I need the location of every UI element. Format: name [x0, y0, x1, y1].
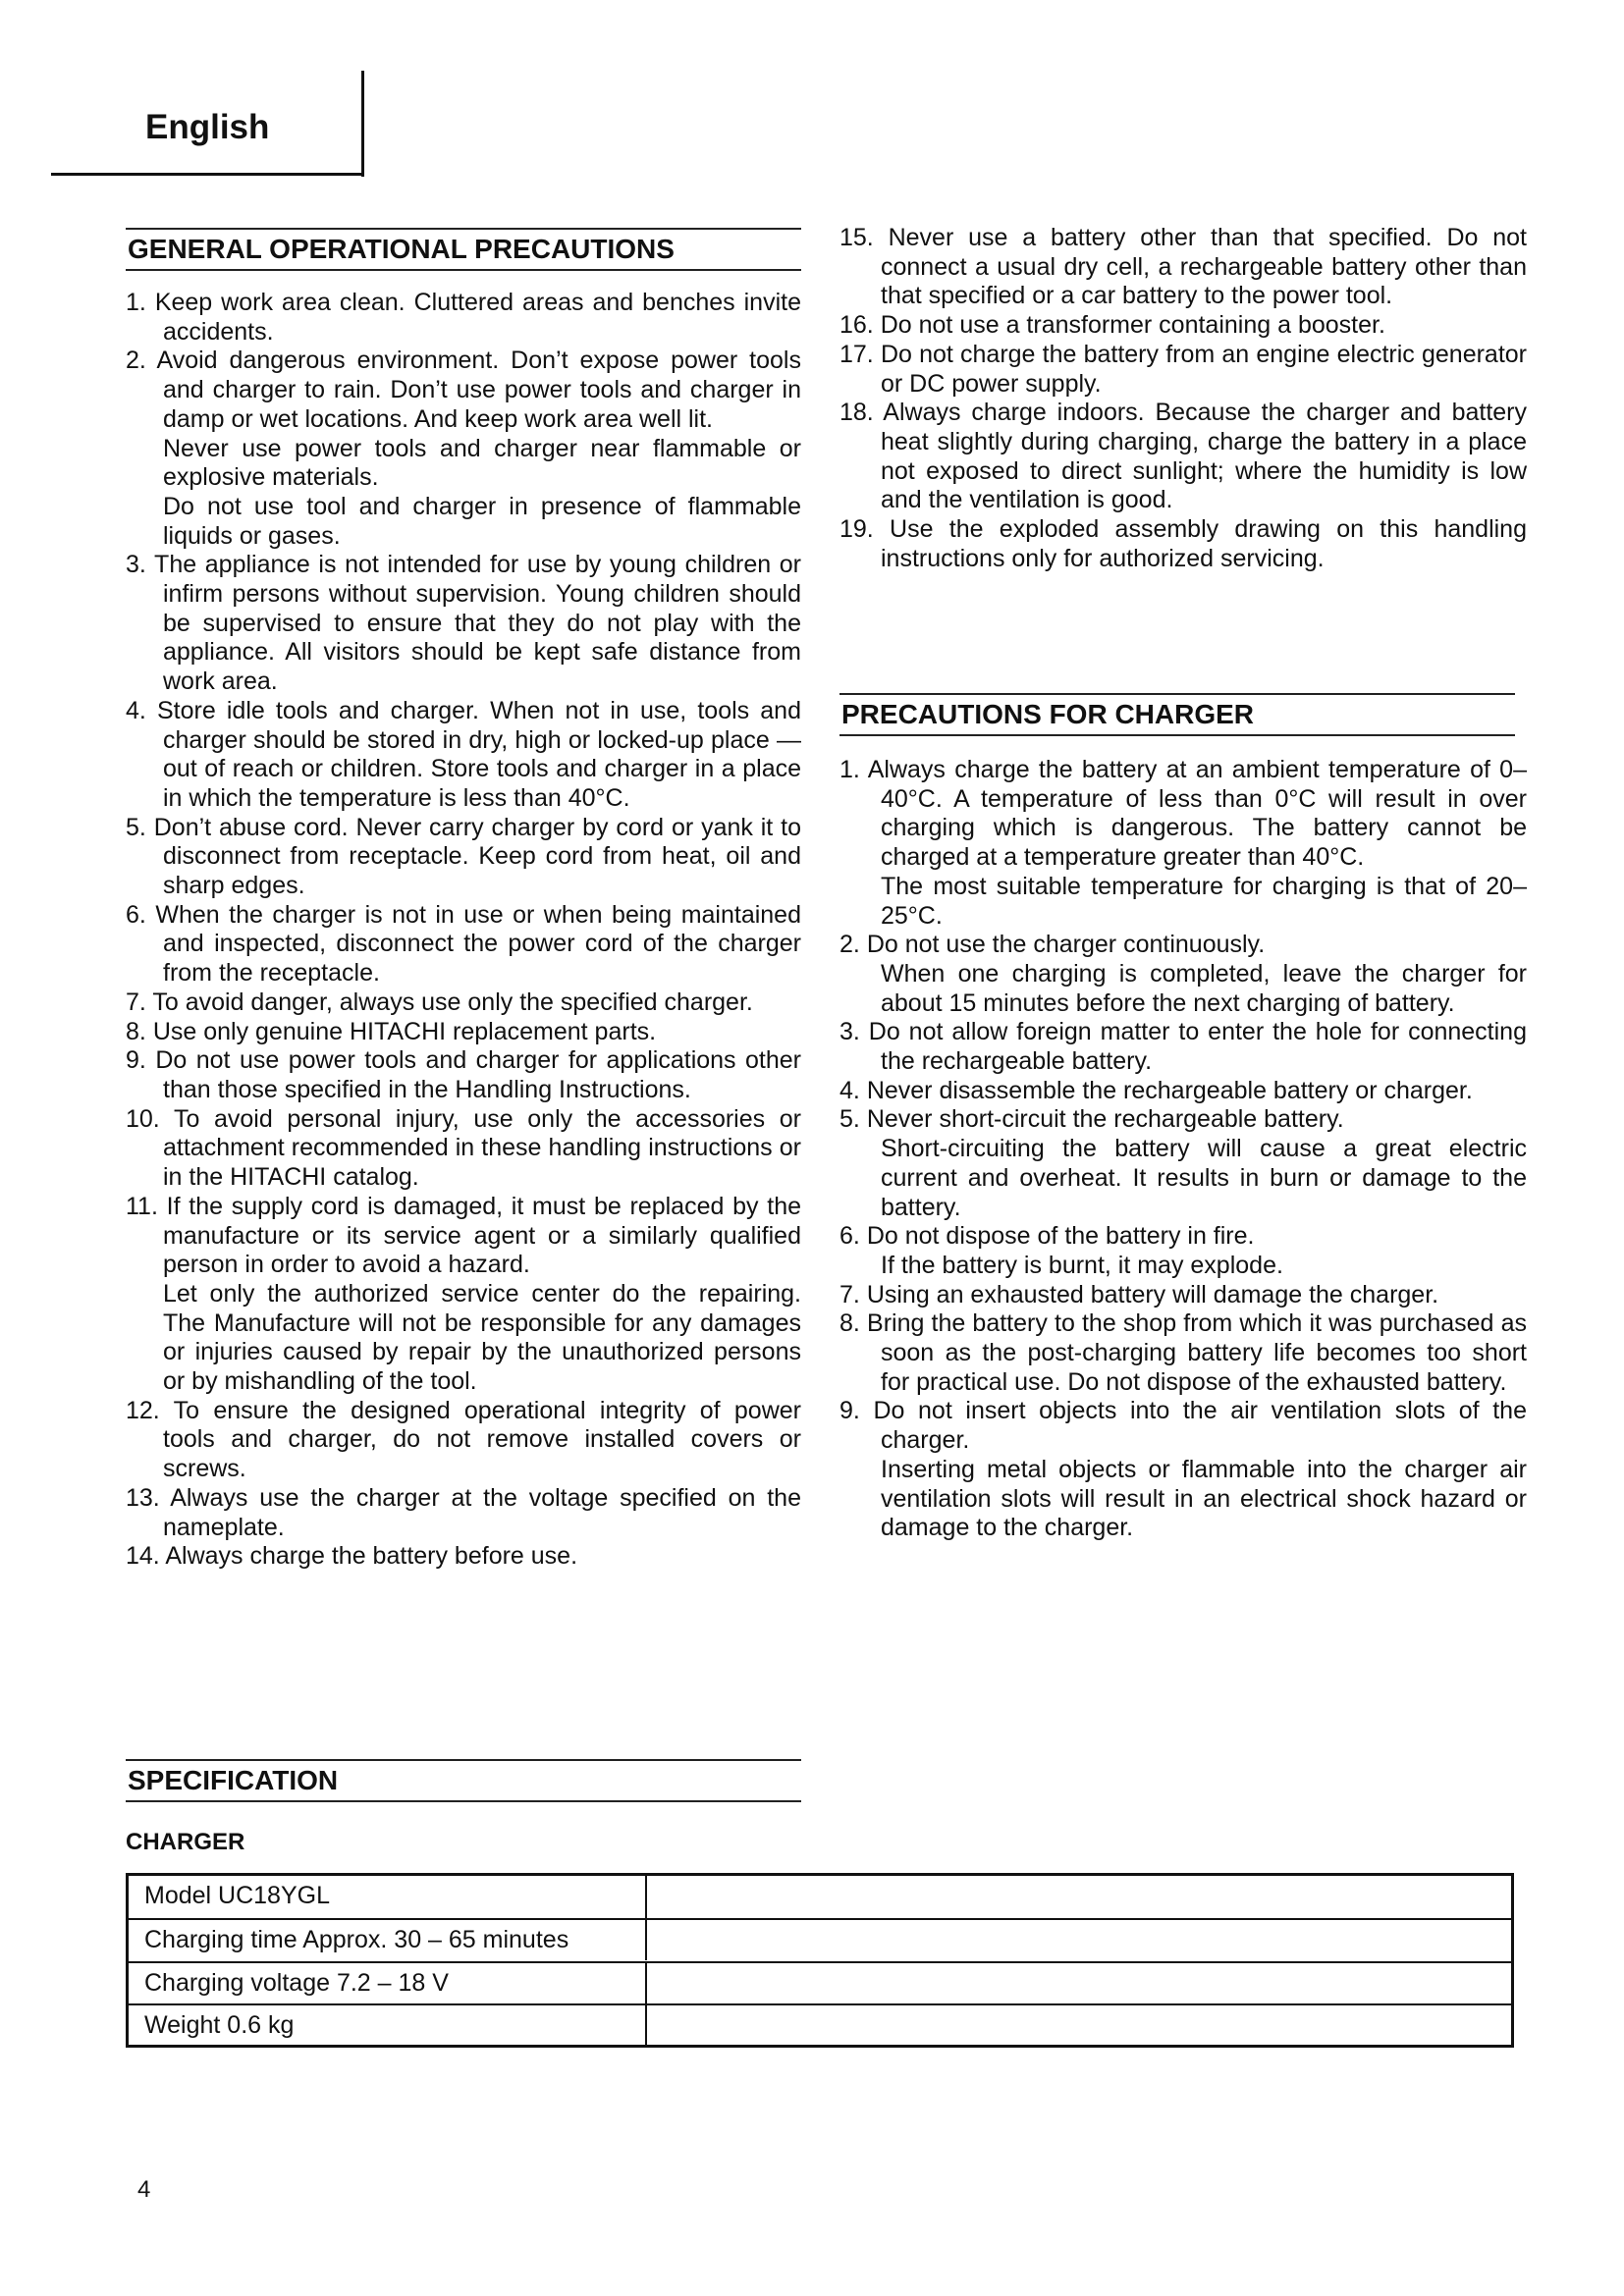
list-item [126, 551, 801, 697]
list-item [839, 1309, 1527, 1397]
list-item [839, 311, 1527, 341]
list-item [126, 1105, 801, 1193]
item-continuation: Let only the authorized service center do the repairing. The Manufacture will not be responsible for any damages or injuries caused by repair by the unauthorized persons or by mishandling of the tool. [163, 1279, 801, 1396]
item-continuation: Do not use tool and charger in presence of flammable liquids or gases. [163, 492, 801, 550]
item-text: Do not allow foreign matter to enter the hole for connecting the rechargeable battery. [868, 1018, 1527, 1076]
item-number: 6. [839, 1222, 860, 1251]
tab-divider-vertical [361, 71, 364, 177]
item-number: 2. [126, 347, 146, 375]
item-text: If the supply cord is damaged, it must be replaced by the manufacture or its service agent or a similarly qualified person in order to avoid a hazard. [163, 1192, 801, 1279]
table-cell: Charging voltage 7.2 – 18 V [129, 1963, 647, 2003]
item-number: 5. [126, 813, 146, 841]
item-number: 18. [839, 399, 874, 427]
item-text: To avoid personal injury, use only the accessories or attachment recommended in these handling instructions or in the HITACHI catalog. [163, 1104, 801, 1192]
list-item [126, 1193, 801, 1397]
item-number: 5. [839, 1105, 860, 1134]
item-text: Using an exhausted battery will damage the charger. [866, 1280, 1439, 1308]
list-item [839, 515, 1527, 573]
item-number: 7. [126, 988, 146, 1016]
item-continuation: The most suitable temperature for charging is that of 20–25°C. [881, 872, 1527, 930]
item-continuation: When one charging is completed, leave the charger for about 15 minutes before the next charging of battery. [881, 959, 1527, 1017]
item-number: 1. [839, 756, 860, 783]
table-row [129, 2003, 1511, 2046]
item-number: 13. [126, 1483, 160, 1512]
tab-divider-horizontal [51, 173, 364, 176]
list-item [126, 814, 801, 901]
item-text: Always charge indoors. Because the charger and battery heat slightly during charging, charge the battery in a place not exposed to direct sunlight; where the humidity is low and the ventilation is good. [881, 399, 1527, 514]
item-text: Keep work area clean. Cluttered areas and benches invite accidents. [154, 289, 801, 346]
table-row [129, 1961, 1511, 2003]
item-text: The appliance is not intended for use by young children or infirm persons without supervision. Young children should be supervised to ensure that they do not play with the appliance. All visitors should be kept safe distance from work area. [154, 551, 801, 696]
list-item [126, 1046, 801, 1104]
item-number: 17. [839, 340, 874, 368]
item-text: When the charger is not in use or when being maintained and inspected, disconnect the power cord of the charger from the receptacle. [155, 900, 801, 988]
item-number: 16. [839, 311, 874, 340]
general-precautions-heading: GENERAL OPERATIONAL PRECAUTIONS [126, 228, 801, 271]
item-text: Use the exploded assembly drawing on this handling instructions only for authorized servicing. [881, 515, 1527, 572]
item-text: Always charge the battery at an ambient temperature of 0–40°C. A temperature of less than 0°C will result in over charging which is dangerous. The battery cannot be charged at a temperature greater than 40°C. [867, 756, 1527, 872]
item-number: 1. [126, 289, 146, 316]
item-number: 4. [126, 696, 146, 724]
table-row [129, 1918, 1511, 1960]
item-text: Use only genuine HITACHI replacement parts. [152, 1017, 657, 1045]
specification-heading: SPECIFICATION [126, 1759, 801, 1802]
list-item [839, 341, 1527, 399]
item-text: Never disassemble the rechargeable battery or charger. [866, 1076, 1473, 1104]
list-item [839, 931, 1527, 1018]
table-row [129, 1876, 1511, 1918]
charger-precautions-list [839, 756, 1527, 1543]
list-item [839, 1077, 1527, 1106]
item-text: Store idle tools and charger. When not in use, tools and charger should be stored in dry, high or locked-up place — out of reach or children. Store tools and charger in a place in which the temperature is less than 40°C. [156, 696, 801, 812]
list-item [126, 1542, 801, 1572]
item-number: 10. [126, 1104, 160, 1133]
table-cell: Model UC18YGL [129, 1876, 647, 1918]
item-text: Do not use the charger continuously. [866, 931, 1266, 959]
list-item [126, 347, 801, 551]
specification-table [126, 1873, 1514, 2048]
item-text: Always charge the battery before use. [165, 1542, 578, 1571]
table-cell: Charging time Approx. 30 – 65 minutes [129, 1920, 647, 1960]
list-item [839, 1281, 1527, 1310]
item-text: Never use a battery other than that specified. Do not connect a usual dry cell, a rechargeable battery other than that specified or a car battery to the power tool. [881, 224, 1527, 310]
item-text: To avoid danger, always use only the specified charger. [152, 988, 753, 1016]
item-number: 3. [839, 1018, 860, 1046]
list-item [839, 1018, 1527, 1076]
item-text: Always use the charger at the voltage specified on the nameplate. [163, 1483, 801, 1541]
item-number: 12. [126, 1396, 160, 1424]
item-number: 6. [126, 900, 146, 929]
general-precautions-list [126, 289, 801, 1572]
item-number: 9. [126, 1046, 146, 1075]
item-continuation: Inserting metal objects or flammable into the charger air ventilation slots will result in an electrical shock hazard or damage to the charger. [881, 1455, 1527, 1542]
item-number: 3. [126, 551, 146, 579]
item-continuation: If the battery is burnt, it may explode. [881, 1251, 1283, 1279]
item-number: 8. [839, 1309, 860, 1338]
list-item [126, 1018, 801, 1047]
item-text: Do not use a transformer containing a booster. [880, 311, 1385, 340]
item-continuation: Short-circuiting the battery will cause a great electric current and overheat. It results in burn or damage to the battery. [881, 1135, 1527, 1221]
item-text: Avoid dangerous environment. Don’t expose power tools and charger to rain. Don’t use power tools and charger in damp or wet locations. And keep work area well lit. [156, 347, 801, 433]
language-tab [51, 71, 363, 177]
charger-subheading: CHARGER [126, 1829, 245, 1855]
item-text: Do not dispose of the battery in fire. [866, 1222, 1255, 1251]
item-text: Do not charge the battery from an engine electric generator or DC power supply. [880, 340, 1527, 398]
item-number: 8. [126, 1017, 146, 1045]
item-continuation: Never use power tools and charger near flammable or explosive materials. [163, 434, 801, 492]
list-item [839, 1222, 1527, 1280]
list-item [839, 756, 1527, 931]
list-item [839, 1397, 1527, 1543]
list-item [126, 901, 801, 988]
item-text: Never short-circuit the rechargeable battery. [866, 1105, 1344, 1134]
list-item [839, 399, 1527, 515]
list-item [839, 1105, 1527, 1222]
item-text: Don’t abuse cord. Never carry charger by cord or yank it to disconnect from receptacle. Keep cord from heat, oil and sharp edges. [153, 813, 801, 900]
item-text: Do not insert objects into the air ventilation slots of the charger. [873, 1397, 1527, 1455]
item-number: 19. [839, 515, 874, 544]
item-number: 9. [839, 1397, 860, 1425]
item-number: 7. [839, 1280, 860, 1308]
list-item [126, 289, 801, 347]
charger-precautions-heading: PRECAUTIONS FOR CHARGER [839, 693, 1515, 736]
page-number: 4 [137, 2176, 151, 2203]
item-text: To ensure the designed operational integrity of power tools and charger, do not remove installed covers or screws. [163, 1396, 801, 1483]
list-item [126, 1397, 801, 1484]
item-text: Do not use power tools and charger for applications other than those specified in the Handling Instructions. [155, 1046, 801, 1103]
list-item [126, 1484, 801, 1542]
item-number: 2. [839, 931, 860, 959]
item-number: 15. [839, 224, 874, 251]
list-item [839, 224, 1527, 311]
item-text: Bring the battery to the shop from which it was purchased as soon as the post-charging battery life becomes too short for practical use. Do not dispose of the exhausted battery. [867, 1309, 1527, 1396]
table-cell: Weight 0.6 kg [129, 2005, 647, 2046]
general-precautions-list-continued [839, 224, 1527, 573]
list-item [126, 697, 801, 814]
item-number: 11. [126, 1192, 158, 1220]
list-item [126, 988, 801, 1018]
item-number: 4. [839, 1076, 860, 1104]
language-label: English [145, 108, 270, 146]
item-number: 14. [126, 1542, 160, 1571]
